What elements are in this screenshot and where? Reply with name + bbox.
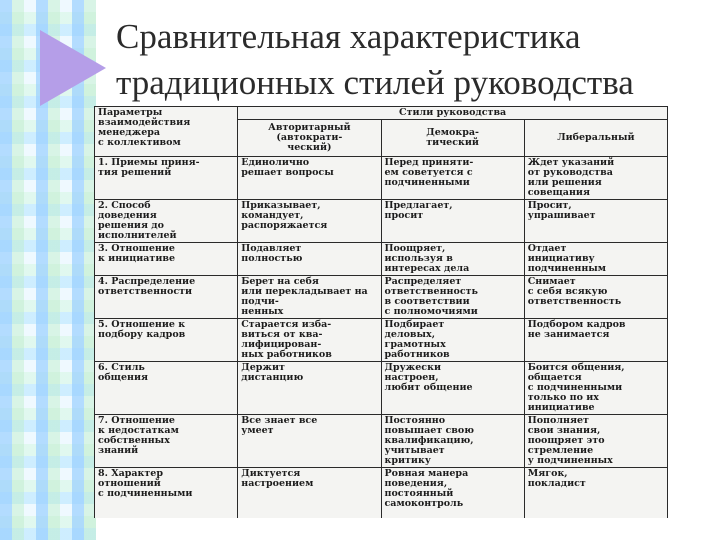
table-row [95, 319, 668, 362]
liberal-cell: Ждет указаний от руководства или решения совещания [524, 157, 667, 200]
triangle-bullet-icon [40, 30, 106, 106]
title-line-1: Сравнительная характеристика [116, 17, 581, 56]
liberal-cell: Отдает инициативу подчиненным [524, 243, 667, 276]
param-cell: 6. Стиль общения [95, 362, 238, 415]
table-row [95, 157, 668, 200]
authoritarian-cell: Старается изба- виться от ква- лифицирован- ных работников [238, 319, 381, 362]
authoritarian-cell: Держит дистанцию [238, 362, 381, 415]
authoritarian-cell: Берет на себя или перекладывает на подчи- ненных [238, 276, 381, 319]
democratic-cell: Дружески настроен, любит общение [381, 362, 524, 415]
liberal-cell: Мягок, покладист [524, 468, 667, 519]
param-cell: 1. Приемы приня- тия решений [95, 157, 238, 200]
slide-title [116, 14, 716, 106]
authoritarian-cell: Подавляет полностью [238, 243, 381, 276]
table-row [95, 415, 668, 468]
comparison-table [94, 106, 668, 518]
liberal-cell: Пополняет свои знания, поощряет это стремление у подчиненных [524, 415, 667, 468]
democratic-cell: Постоянно повышает свою квалификацию, учитывает критику [381, 415, 524, 468]
table-row [95, 276, 668, 319]
param-cell: 5. Отношение к подбору кадров [95, 319, 238, 362]
param-cell: 3. Отношение к инициативе [95, 243, 238, 276]
style-header-liberal: Либеральный [524, 120, 667, 157]
title-line-2: традиционных стилей руководства [116, 63, 634, 102]
authoritarian-cell: Приказывает, командует, распоряжается [238, 200, 381, 243]
table-row [95, 362, 668, 415]
democratic-cell: Поощряет, используя в интересах дела [381, 243, 524, 276]
authoritarian-cell: Диктуется настроением [238, 468, 381, 519]
table-row [95, 468, 668, 519]
param-cell: 2. Способ доведения решения до исполнителей [95, 200, 238, 243]
param-cell: 8. Характер отношений с подчиненными [95, 468, 238, 519]
authoritarian-cell: Единолично решает вопросы [238, 157, 381, 200]
democratic-cell: Подбирает деловых, грамотных работников [381, 319, 524, 362]
table-row [95, 200, 668, 243]
style-header-authoritarian: Авторитарный (автократи- ческий) [238, 120, 381, 157]
param-cell: 7. Отношение к недостаткам собственных знаний [95, 415, 238, 468]
table-row [95, 243, 668, 276]
group-header: Стили руководства [238, 107, 668, 120]
authoritarian-cell: Все знает все умеет [238, 415, 381, 468]
liberal-cell: Просит, упрашивает [524, 200, 667, 243]
democratic-cell: Предлагает, просит [381, 200, 524, 243]
liberal-cell: Подбором кадров не занимается [524, 319, 667, 362]
liberal-cell: Боится общения, общается с подчиненными только по их инициативе [524, 362, 667, 415]
liberal-cell: Снимает с себя всякую ответственность [524, 276, 667, 319]
corner-header: Параметры взаимодействия менеджера с коллективом [95, 107, 238, 157]
param-cell: 4. Распределение ответственности [95, 276, 238, 319]
democratic-cell: Перед приняти- ем советуется с подчиненными [381, 157, 524, 200]
democratic-cell: Распределяет ответственность в соответствии с полномочиями [381, 276, 524, 319]
style-header-democratic: Демокра- тический [381, 120, 524, 157]
democratic-cell: Ровная манера поведения, постоянный самоконтроль [381, 468, 524, 519]
